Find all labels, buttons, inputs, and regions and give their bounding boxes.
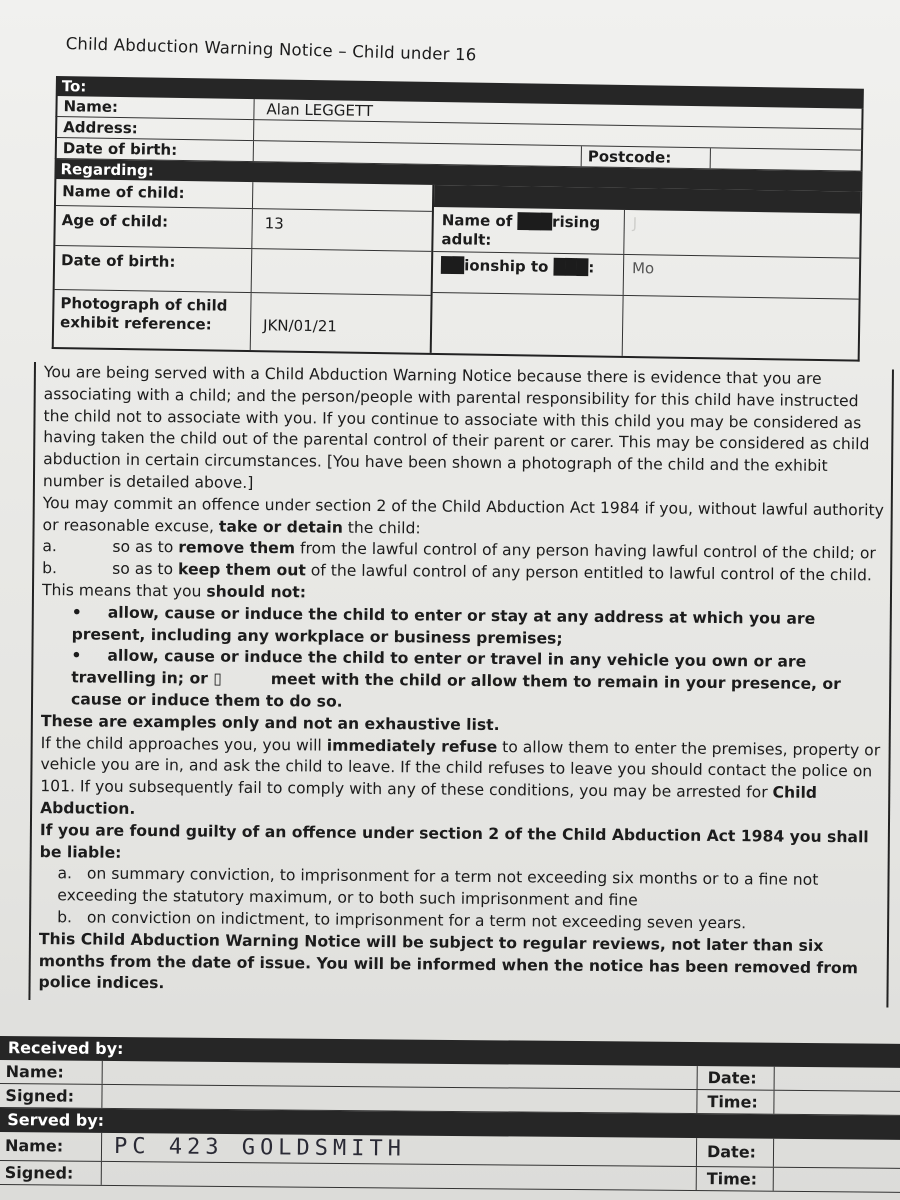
received-heading: Received by: (0, 1036, 900, 1068)
age-value: 13 (264, 213, 284, 233)
blank-row (432, 293, 859, 360)
dob-label: Date of birth: (57, 138, 254, 161)
child-name-label: Name of child: (56, 179, 253, 208)
bullet-1-text: allow, cause or induce the child to enter or stay at any address at which you are present, including any workplace or business premises; (71, 603, 816, 648)
clause-b-bold2: should not: (206, 582, 307, 602)
served-signed-label: Signed: (0, 1161, 102, 1185)
review-paragraph: This Child Abduction Warning Notice will be subject to regular reviews, not later than six months from the date of issue. You will be informed when the notice has been removed from police indices. (38, 929, 858, 993)
clause-a-bold: remove them (178, 538, 296, 558)
signature-form (0, 1036, 900, 1193)
served-time-label: Time: (697, 1167, 774, 1191)
adult-row (433, 207, 860, 259)
child-column (54, 179, 435, 353)
served-signed-value (102, 1162, 697, 1190)
served-date-value (774, 1139, 900, 1168)
served-time-value (774, 1168, 900, 1192)
postcode-label: Postcode: (581, 146, 710, 168)
approach-post: to allow them to enter the premises, property or vehicle you are in, and ask the child to leave. If the child refuses to leave you should contact the police on 101. If you subsequently fail to comply with any of these conditions, you may be arrested for (40, 737, 881, 802)
received-date-value (775, 1067, 900, 1091)
clause-b-post: of the lawful control of any person entitled to lawful control of the child. This means that you (41, 561, 872, 601)
received-time-label: Time: (697, 1090, 774, 1114)
clause-b (42, 558, 884, 609)
approach-bold2: Child Abduction. (40, 783, 818, 818)
child-dob-value (252, 249, 432, 295)
bullet-2-text-cont: meet with the child or allow them to remain in your presence, or cause or induce them to do so. (70, 670, 841, 711)
penalty-a-text: on summary conviction, to imprisonment for a term not exceeding six months or to a fine not exceeding the statutory maximum, or to both such imprisonment and fine (57, 864, 819, 910)
clause-b-pre: so as to (112, 559, 179, 579)
age-label: Age of child: (55, 206, 253, 248)
blank-value (623, 296, 859, 360)
clause-b-bold: keep them out (177, 560, 306, 580)
notice-title: Child Abduction Warning Notice – Child under 16 (65, 34, 477, 65)
adult-label: Name of ███rising adult: (433, 207, 625, 254)
regarding-grid (52, 179, 863, 362)
approach-pre: If the child approaches you, you will (40, 733, 327, 755)
offence-text: You may commit an offence under section 2 of the Child Abduction Act 1984 if you, without lawful authority or reasonable excuse, (42, 493, 884, 536)
details-form (52, 76, 864, 362)
served-date-label: Date: (697, 1138, 774, 1167)
offence-paragraph (42, 493, 884, 544)
received-signed-label: Signed: (0, 1084, 103, 1108)
approach-paragraph (40, 733, 883, 828)
penalty-a-letter: a. (57, 864, 73, 883)
approach-bold: immediately refuse (326, 736, 498, 756)
received-name-label: Name: (0, 1060, 103, 1084)
bullet-1 (42, 602, 884, 653)
postcode-value (710, 148, 861, 170)
guilty-paragraph: If you are found guilty of an offence under section 2 of the Child Abduction Act 1984 you shall be liable: (39, 820, 869, 862)
adult-column (432, 185, 861, 360)
received-time-value (774, 1091, 900, 1115)
penalty-b-text: on conviction on indictment, to imprisonment for a term not exceeding seven years. (86, 908, 747, 933)
penalty-a (39, 863, 881, 914)
served-heading: Served by: (0, 1108, 900, 1140)
notice-body (28, 362, 894, 1008)
blank-label (432, 293, 624, 356)
offence-bold: take or detain (218, 517, 343, 537)
child-name-value (253, 182, 432, 210)
name-value: Alan LEGGETT (266, 100, 374, 120)
intro-paragraph: You are being served with a Child Abduction Warning Notice because there is evidence that you are associating with a child; and the person/people with parental responsibility for this child have instructed the child not to associate with you. If you continue to associate with this child you may be considered as having taken the child out of the parental control of their parent or carer. This may be considered as child abduction in certain circumstances. [You have been shown a photograph of the child and the exhibit number is detailed above.] (42, 363, 870, 492)
clause-a-pre: so as to (112, 538, 179, 557)
clause-a-letter: a. (42, 537, 57, 556)
address-label: Address: (57, 117, 254, 140)
bullet-2 (41, 645, 884, 718)
relationship-row (433, 252, 860, 300)
bullet-icon: • (71, 646, 82, 665)
photo-row (54, 290, 431, 353)
child-dob-row (55, 246, 432, 296)
clause-a-post: from the lawful control of any person having lawful control of the child; or (294, 539, 876, 563)
relationship-label: ██ionship to ███: (433, 252, 625, 295)
penalty-b-letter: b. (57, 908, 73, 927)
child-dob-label: Date of birth: (55, 246, 253, 292)
age-row (55, 206, 432, 252)
offence-text-end: the child: (342, 518, 421, 537)
adult-value: J (632, 214, 638, 233)
photo-label: Photograph of child exhibit reference: (54, 290, 252, 350)
clause-b-letter: b. (42, 559, 58, 578)
to-heading: To: (56, 76, 864, 109)
name-label: Name: (57, 96, 254, 119)
bullet-2-text: allow, cause or induce the child to enter or travel in any vehicle you own or are travelling in; or ▯ (71, 647, 807, 688)
examples-note: These are examples only and not an exhaustive list. (40, 711, 500, 734)
served-name-value: PC 423 GOLDSMITH (102, 1133, 697, 1166)
received-date-label: Date: (698, 1066, 775, 1090)
served-name-label: Name: (0, 1132, 102, 1161)
regarding-heading: Regarding: (54, 159, 862, 192)
photo-value: JKN/01/21 (262, 316, 338, 336)
bullet-icon: • (71, 603, 82, 622)
relationship-value: Mo (631, 259, 655, 278)
